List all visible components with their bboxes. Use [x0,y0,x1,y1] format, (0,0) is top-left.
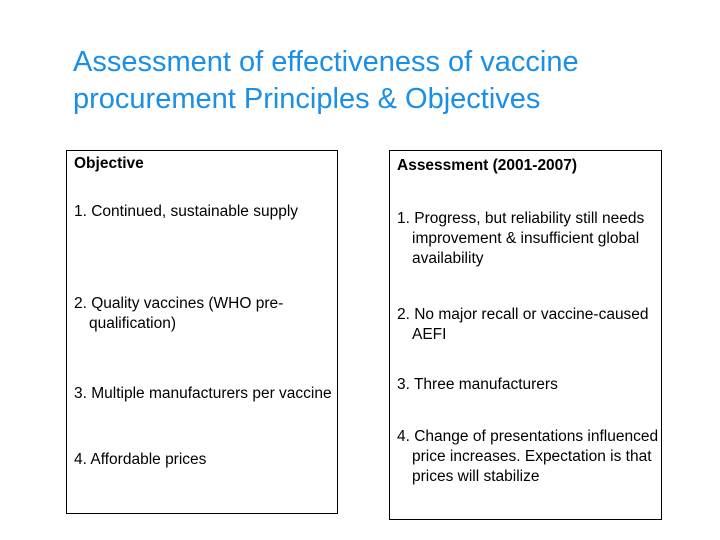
slide-title: Assessment of effectiveness of vaccine procurement Principles & Objectives [73,46,579,115]
objective-item-3: 3. Multiple manufacturers per vaccine [74,385,332,402]
assessment-item-3: 3. Three manufacturers [397,376,558,393]
assessment-item-2: 2. No major recall or vaccine-caused AEFI [397,306,649,343]
assessment-heading: Assessment (2001-2007) [397,157,578,174]
assessment-item-4: 4. Change of presentations influenced price increases. Expectation is that prices will stabilize [397,428,659,485]
assessment-item-1: 1. Progress, but reliability still needs improvement & insufficient global availability [397,210,645,267]
objective-item-4: 4. Affordable prices [74,451,207,468]
objective-heading: Objective [74,155,144,172]
objective-item-1: 1. Continued, sustainable supply [74,203,299,220]
objective-item-2: 2. Quality vaccines (WHO pre-qualification) [74,295,284,332]
assessment-box [389,150,662,520]
objective-box [66,150,338,514]
